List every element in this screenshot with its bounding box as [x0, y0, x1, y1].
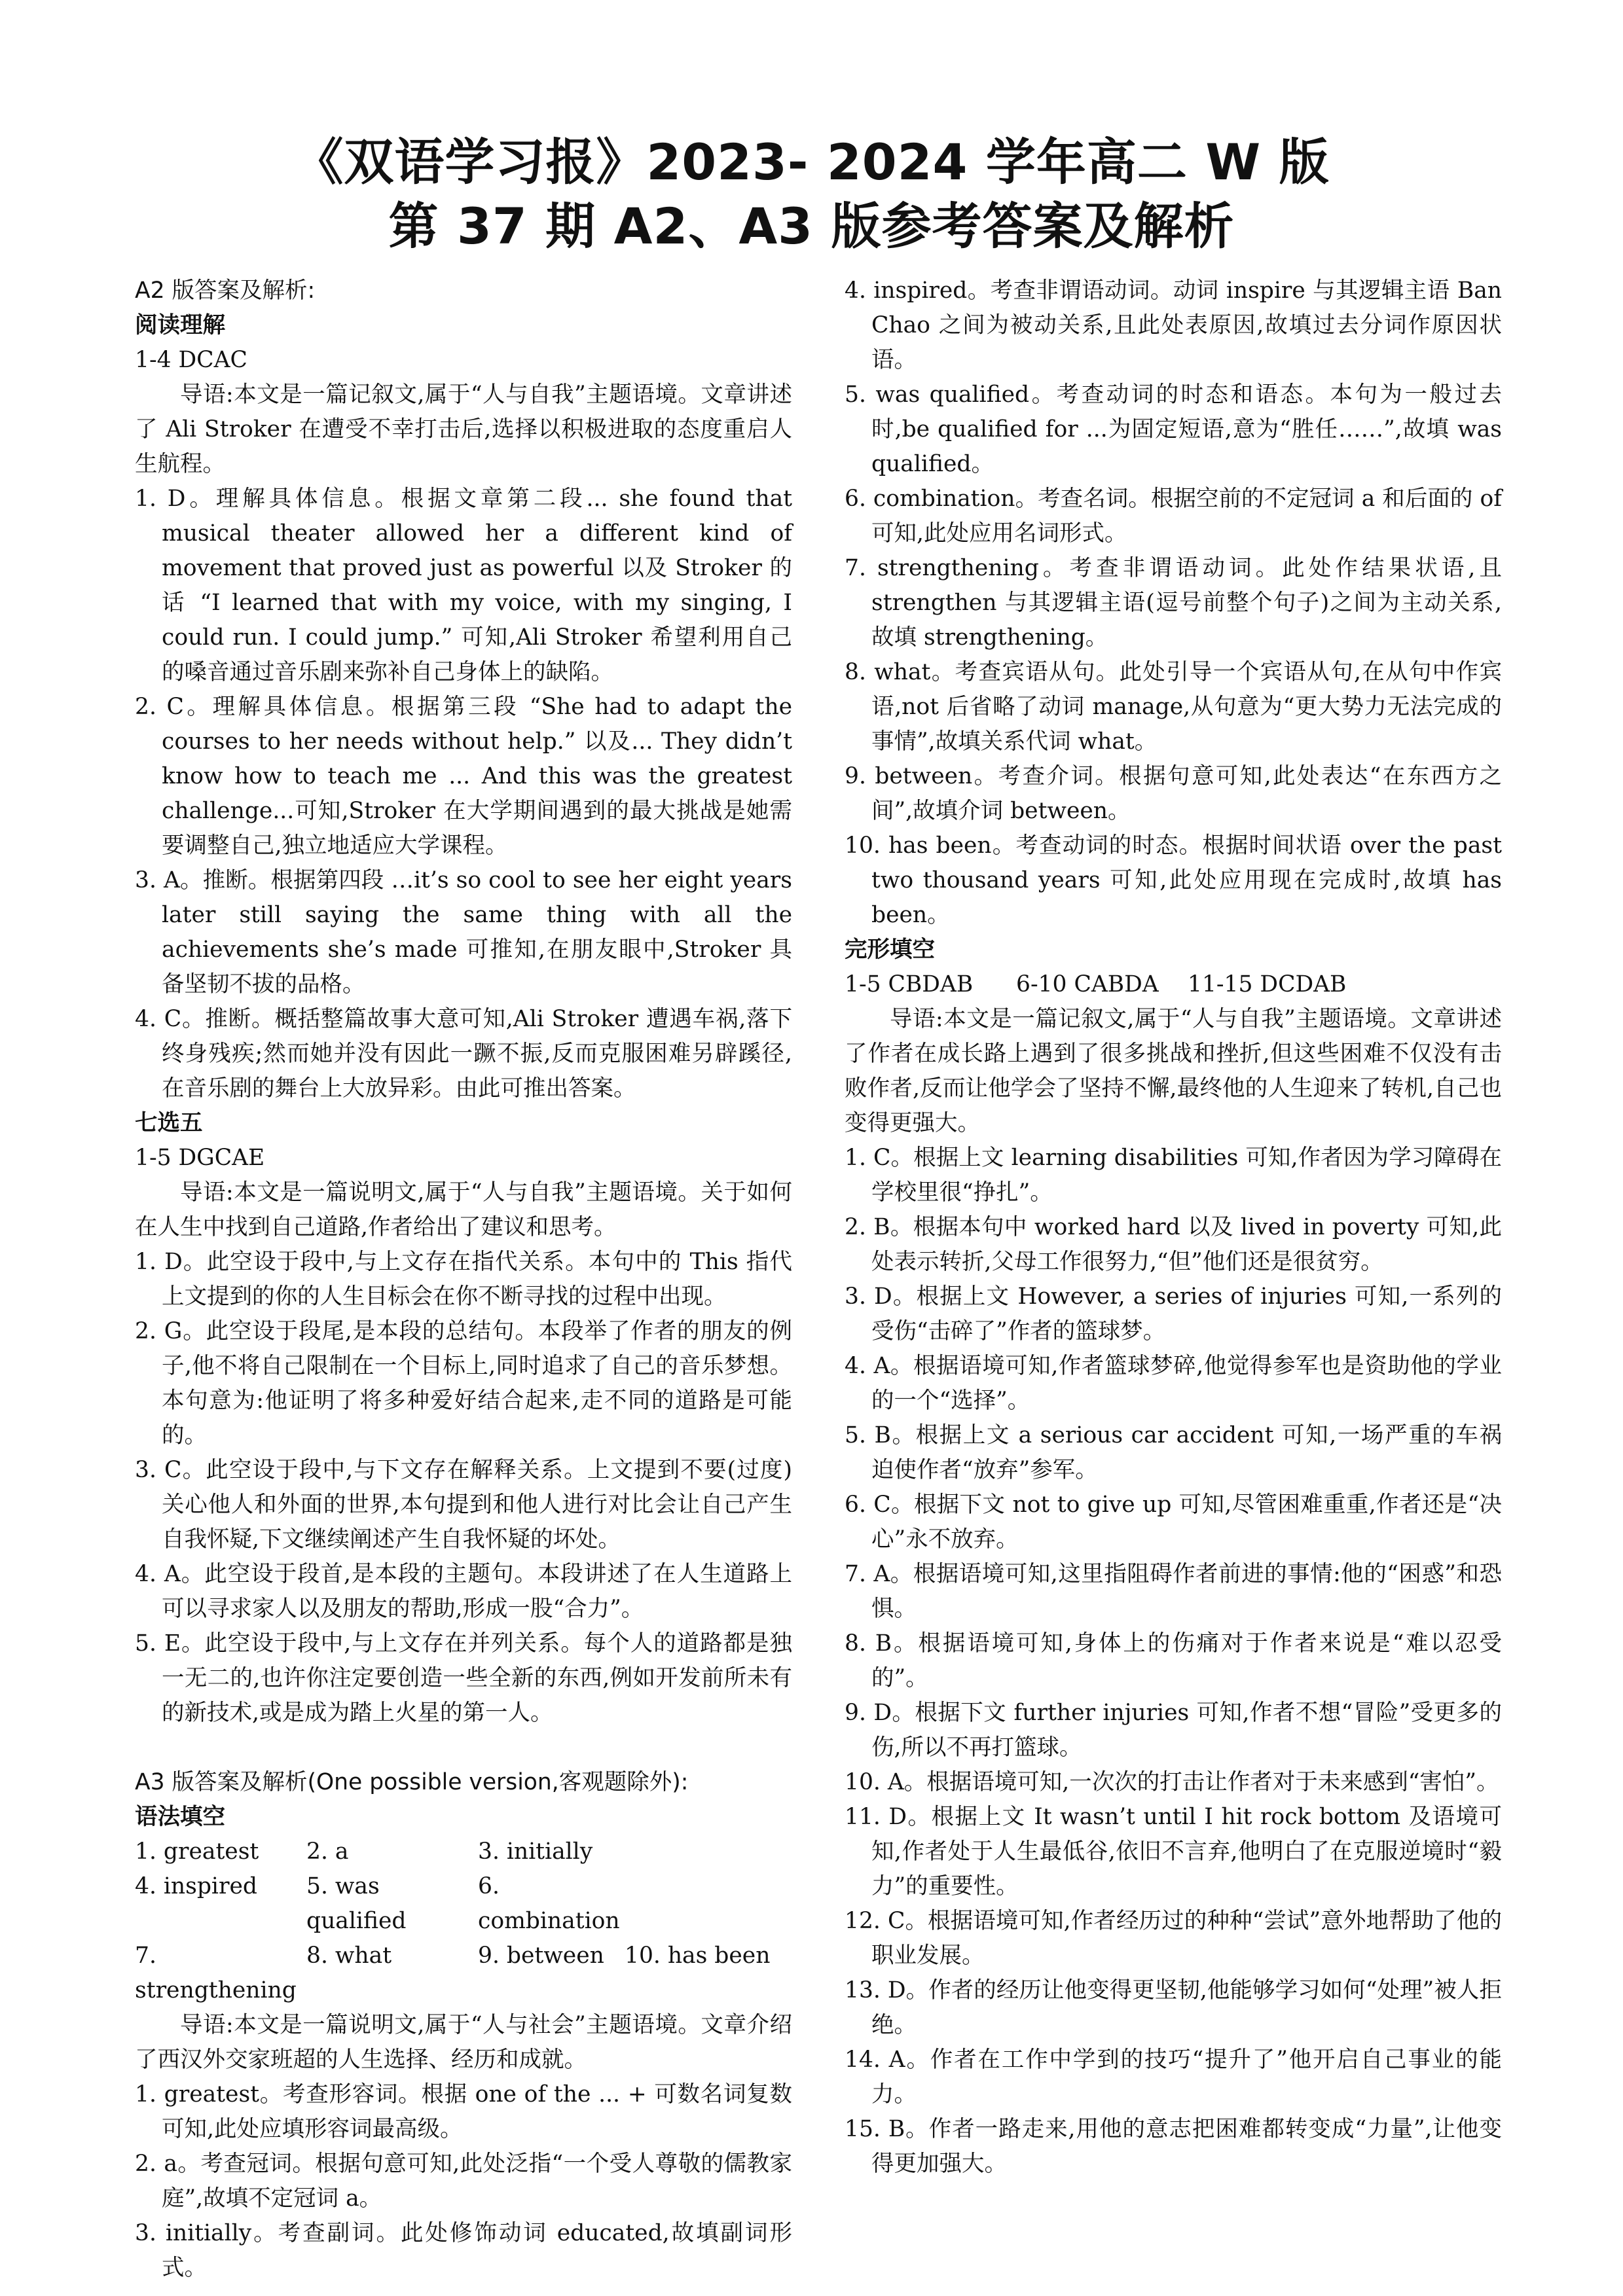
cloze-answer-group: 6-10 CABDA: [1016, 971, 1159, 997]
cloze-item: 8. B。根据语境可知,身体上的伤痛对于作者来说是“难以忍受的”。: [845, 1630, 1502, 1691]
title-line-1: 《双语学习报》2023- 2024 学年高二 W 版: [293, 133, 1330, 191]
cloze-item: 15. B。作者一路走来,用他的意志把困难都转变成“力量”,让他变得更加强大。: [845, 2116, 1502, 2177]
cloze-intro: 导语:本文是一篇记叙文,属于“人与自我”主题语境。文章讲述了作者在成长路上遇到了很多挑战和挫折,但这些困难不仅没有击败作者,反而让他学会了坚持不懈,最终他的人生迎来了转机,自己也变得更强大。: [845, 1006, 1502, 1136]
reading-item: 2. C。理解具体信息。根据第三段 “She had to adapt the courses to her needs without help.” 以及... They didn’t know how to teach me ... And this was the greatest challenge...可知,Stroker 在大学期间遇到的最大挑战是她需要调整自己,独立地适应大学课程。: [135, 694, 792, 859]
title-line-2: 第 37 期 A2、A3 版参考答案及解析: [388, 197, 1235, 255]
grammar-item: 3. initially。考查副词。此处修饰动词 educated,故填副词形式。: [135, 2220, 792, 2281]
reading-answers: 1-4 DCAC: [135, 347, 247, 373]
cloze-heading: 完形填空: [845, 937, 935, 963]
seven-intro: 导语:本文是一篇说明文,属于“人与自我”主题语境。关于如何在人生中找到自己道路,作者给出了建议和思考。: [135, 1179, 792, 1240]
grammar-answer: 7. strengthening: [135, 1943, 297, 2003]
cloze-item: 3. D。根据上文 However, a series of injuries 可知,一系列的受伤“击碎了”作者的篮球梦。: [845, 1283, 1502, 1344]
grammar-item: 7. strengthening。考查非谓语动词。此处作结果状语,且 strengthen 与其逻辑主语(逗号前整个句子)之间为主动关系,故填 strengthening。: [845, 555, 1502, 651]
grammar-item: 6. combination。考查名词。根据空前的不定冠词 a 和后面的 of 可知,此处应用名词形式。: [845, 486, 1502, 547]
cloze-item: 6. C。根据下文 not to give up 可知,尽管困难重重,作者还是“决心”永不放弃。: [845, 1492, 1502, 1552]
reading-intro: 导语:本文是一篇记叙文,属于“人与自我”主题语境。文章讲述了 Ali Stroker 在遭受不幸打击后,选择以积极进取的态度重启人生航程。: [135, 382, 792, 477]
seven-item: 1. D。此空设于段中,与上文存在指代关系。本句中的 This 指代上文提到的你的人生目标会在你不断寻找的过程中出现。: [135, 1249, 792, 1310]
reading-item: 4. C。推断。概括整篇故事大意可知,Ali Stroker 遭遇车祸,落下终身残疾;然而她并没有因此一蹶不振,反而克服困难另辟蹊径,在音乐剧的舞台上大放异彩。由此可推出答案。: [135, 1006, 792, 1102]
grammar-intro: 导语:本文是一篇说明文,属于“人与社会”主题语境。文章介绍了西汉外交家班超的人生选择、经历和成就。: [135, 2012, 792, 2073]
grammar-answer: 6. combination: [478, 1873, 620, 1934]
reading-item: 1. D。理解具体信息。根据文章第二段... she found that musical theater allowed her a different kind of movement that proved just as powerful 以及 Stroker 的话 “I learned that with my voice, with my singing, I could run. I could jump.” 可知,Ali Stroker 希望利用自己的嗓音通过音乐剧来弥补自己身体上的缺陷。: [135, 486, 792, 685]
cloze-item: 5. B。根据上文 a serious car accident 可知,一场严重的车祸迫使作者“放弃”参军。: [845, 1422, 1502, 1483]
grammar-answer: 9. between: [478, 1943, 604, 1969]
grammar-answer: 8. what: [306, 1943, 392, 1969]
left-column: [135, 274, 792, 2286]
grammar-answer: 4. inspired: [135, 1873, 257, 1899]
a2-heading: A2 版答案及解析:: [135, 278, 316, 304]
grammar-item: 1. greatest。考查形容词。根据 one of the ... + 可数名词复数可知,此处应填形容词最高级。: [135, 2081, 792, 2142]
grammar-item: 2. a。考查冠词。根据句意可知,此处泛指“一个受人尊敬的儒教家庭”,故填不定冠词 a。: [135, 2151, 792, 2212]
cloze-item: 9. D。根据下文 further injuries 可知,作者不想“冒险”受更多的伤,所以不再打篮球。: [845, 1700, 1502, 1761]
grammar-answer: 2. a: [306, 1839, 349, 1865]
cloze-item: 7. A。根据语境可知,这里指阻碍作者前进的事情:他的“困惑”和恐惧。: [845, 1561, 1502, 1622]
grammar-answer: 1. greatest: [135, 1839, 259, 1865]
cloze-item: 2. B。根据本句中 worked hard 以及 lived in poverty 可知,此处表示转折,父母工作很努力,“但”他们还是很贫穷。: [845, 1214, 1502, 1275]
grammar-answer: 10. has been: [625, 1943, 771, 1969]
grammar-answer-table: [135, 1835, 792, 2008]
grammar-answer: 3. initially: [478, 1839, 593, 1865]
cloze-item: 12. C。根据语境可知,作者经历过的种种“尝试”意外地帮助了他的职业发展。: [845, 1908, 1502, 1969]
cloze-item: 10. A。根据语境可知,一次次的打击让作者对于未来感到“害怕”。: [845, 1769, 1499, 1795]
reading-item: 3. A。推断。根据第四段 …it’s so cool to see her eight years later still saying the same thing with all the achievements she’s made 可推知,在朋友眼中,Stroker 具备坚韧不拔的品格。: [135, 867, 792, 997]
grammar-item: 4. inspired。考查非谓语动词。动词 inspire 与其逻辑主语 Ban Chao 之间为被动关系,且此处表原因,故填过去分词作原因状语。: [845, 278, 1502, 373]
cloze-item: 1. C。根据上文 learning disabilities 可知,作者因为学习障碍在学校里很“挣扎”。: [845, 1145, 1502, 1206]
seven-item: 4. A。此空设于段首,是本段的主题句。本段讲述了在人生道路上可以寻求家人以及朋友的帮助,形成一股“合力”。: [135, 1561, 792, 1622]
seven-answers: 1-5 DGCAE: [135, 1145, 265, 1171]
grammar-item: 5. was qualified。考查动词的时态和语态。本句为一般过去时,be qualified for ...为固定短语,意为“胜任……”,故填 was qualified。: [845, 382, 1502, 477]
seven-item: 2. G。此空设于段尾,是本段的总结句。本段举了作者的朋友的例子,他不将自己限制在一个目标上,同时追求了自己的音乐梦想。本句意为:他证明了将多种爱好结合起来,走不同的道路是可能的。: [135, 1318, 792, 1448]
grammar-heading: 语法填空: [135, 1804, 225, 1830]
cloze-item: 14. A。作者在工作中学到的技巧“提升了”他开启自己事业的能力。: [845, 2047, 1502, 2108]
right-column: [845, 274, 1502, 2181]
seven-heading: 七选五: [135, 1110, 203, 1136]
cloze-item: 11. D。根据上文 It wasn’t until I hit rock bottom 及语境可知,作者处于人生最低谷,依旧不言弃,他明白了在克服逆境时“毅力”的重要性。: [845, 1804, 1502, 1899]
cloze-answer-group: 11-15 DCDAB: [1188, 971, 1347, 997]
cloze-item: 4. A。根据语境可知,作者篮球梦碎,他觉得参军也是资助他的学业的一个“选择”。: [845, 1353, 1502, 1414]
reading-heading: 阅读理解: [135, 312, 225, 338]
a3-heading: A3 版答案及解析(One possible version,客观题除外):: [135, 1769, 689, 1795]
cloze-answer-group: 1-5 CBDAB: [845, 971, 974, 997]
seven-item: 3. C。此空设于段中,与下文存在解释关系。上文提到不要(过度)关心他人和外面的世界,本句提到和他人进行对比会让自己产生自我怀疑,下文继续阐述产生自我怀疑的坏处。: [135, 1457, 792, 1552]
cloze-item: 13. D。作者的经历让他变得更坚韧,他能够学习如何“处理”被人拒绝。: [845, 1977, 1502, 2038]
grammar-item: 9. between。考查介词。根据句意可知,此处表达“在东西方之间”,故填介词 between。: [845, 763, 1502, 824]
seven-item: 5. E。此空设于段中,与上文存在并列关系。每个人的道路都是独一无二的,也许你注定要创造一些全新的东西,例如开发前所未有的新技术,或是成为踏上火星的第一人。: [135, 1630, 792, 1726]
grammar-item: 8. what。考查宾语从句。此处引导一个宾语从句,在从句中作宾语,not 后省略了动词 manage,从句意为“更大势力无法完成的事情”,故填关系代词 what。: [845, 659, 1502, 755]
cloze-answers: [845, 967, 1502, 1002]
grammar-answer: 5. was qualified: [306, 1873, 407, 1934]
grammar-item: 10. has been。考查动词的时态。根据时间状语 over the past two thousand years 可知,此处应用现在完成时,故填 has been。: [845, 833, 1502, 928]
